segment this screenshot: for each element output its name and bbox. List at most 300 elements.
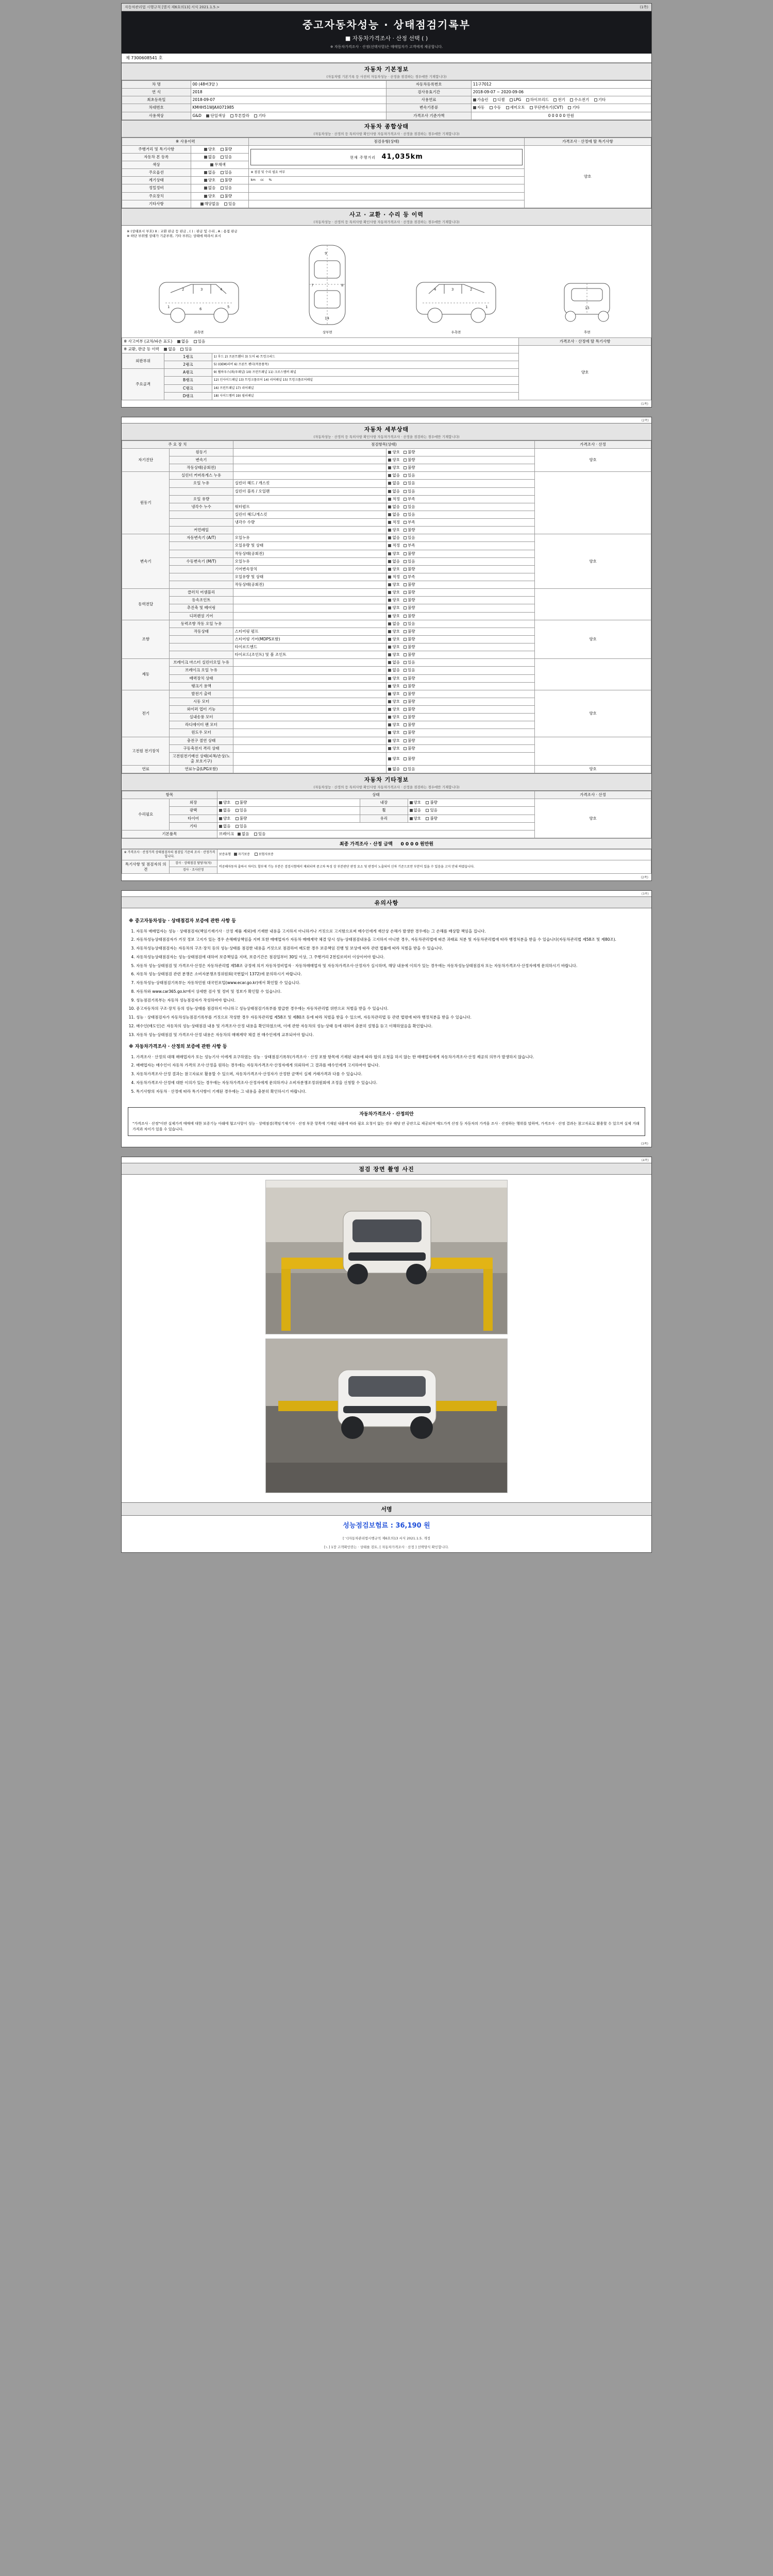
checkbox-icon[interactable] (221, 195, 224, 198)
transmission-option-auto[interactable]: 자동 (473, 105, 485, 110)
transmission-option-semi[interactable]: 세미오토 (506, 105, 525, 110)
checkbox-icon[interactable] (388, 498, 391, 501)
opt-primary[interactable]: 양호 (388, 722, 400, 727)
opt-secondary[interactable]: 있음 (404, 489, 415, 494)
checkbox-icon[interactable] (404, 622, 407, 625)
checkbox-icon[interactable] (221, 148, 224, 151)
checkbox-icon[interactable] (404, 757, 407, 760)
opt-bad[interactable]: 불량 (221, 147, 232, 152)
opt-ok[interactable]: 양호 (410, 816, 422, 821)
opt-primary[interactable]: 없음 (388, 767, 400, 772)
checkbox-icon[interactable] (388, 451, 391, 454)
checkbox-icon[interactable] (404, 560, 407, 563)
checkbox-icon[interactable] (219, 801, 222, 804)
checkbox-icon[interactable] (473, 98, 476, 101)
checkbox-icon[interactable] (404, 482, 407, 485)
checkbox-icon[interactable] (221, 187, 224, 190)
opt-primary[interactable]: 양호 (388, 730, 400, 735)
opt-secondary[interactable]: 있음 (404, 767, 415, 772)
transmission-options[interactable] (471, 104, 651, 112)
opt-none[interactable]: 없음 (219, 808, 231, 813)
opt-primary[interactable]: 양호 (388, 676, 400, 681)
opt-secondary[interactable]: 부족 (404, 574, 415, 580)
checkbox-icon[interactable] (404, 529, 407, 532)
checkbox-icon[interactable] (180, 348, 183, 351)
checkbox-icon[interactable] (388, 646, 391, 649)
checkbox-icon[interactable] (236, 825, 239, 828)
opt-primary[interactable]: 없음 (388, 512, 400, 517)
checkbox-icon[interactable] (230, 114, 233, 117)
opt-primary[interactable]: 양호 (388, 652, 400, 657)
opt-ok[interactable]: 양호 (219, 816, 231, 821)
checkbox-icon[interactable] (553, 98, 557, 101)
checkbox-icon[interactable] (224, 202, 227, 206)
checkbox-icon[interactable] (388, 459, 391, 462)
opt-primary[interactable]: 양호 (388, 465, 400, 470)
opt-primary[interactable]: 적정 (388, 574, 400, 580)
checkbox-icon[interactable] (404, 653, 407, 656)
opt-ok[interactable]: 양호 (204, 147, 216, 152)
item-options[interactable] (386, 698, 535, 705)
checkbox-icon[interactable] (200, 202, 204, 206)
checkbox-icon[interactable] (236, 809, 239, 812)
checkbox-icon[interactable] (404, 521, 407, 524)
checkbox-icon[interactable] (388, 638, 391, 641)
checkbox-icon[interactable] (234, 853, 237, 856)
opt-primary[interactable]: 없음 (388, 559, 400, 564)
opt-primary[interactable]: 없음 (388, 504, 400, 510)
guarantee-insurance[interactable]: 보험사보증 (255, 853, 274, 857)
checkbox-icon[interactable] (254, 114, 257, 117)
checkbox-icon[interactable] (404, 708, 407, 711)
checkbox-icon[interactable] (410, 809, 413, 812)
opt-bad[interactable]: 불량 (221, 178, 232, 183)
opt-primary[interactable]: 양호 (388, 450, 400, 455)
checkbox-icon[interactable] (490, 106, 493, 109)
opt-secondary[interactable]: 불량 (404, 746, 415, 751)
item-options[interactable] (386, 480, 535, 487)
checkbox-icon[interactable] (404, 747, 407, 750)
opt-primary[interactable]: 양호 (388, 684, 400, 689)
checkbox-icon[interactable] (404, 583, 407, 586)
opt-primary[interactable]: 양호 (388, 715, 400, 720)
checkbox-icon[interactable] (238, 833, 241, 836)
opt-secondary[interactable]: 불량 (404, 590, 415, 595)
opt-primary[interactable]: 없음 (388, 473, 400, 478)
opt-secondary[interactable]: 부족 (404, 497, 415, 502)
opt-secondary[interactable]: 불량 (404, 598, 415, 603)
checkbox-icon[interactable] (526, 98, 529, 101)
checkbox-icon[interactable] (388, 661, 391, 664)
checkbox-icon[interactable] (404, 723, 407, 726)
checkbox-icon[interactable] (570, 98, 573, 101)
opt-secondary[interactable]: 있음 (404, 512, 415, 517)
opt-bad[interactable]: 불량 (236, 816, 247, 821)
checkbox-icon[interactable] (210, 163, 213, 166)
opt-secondary[interactable]: 불량 (404, 699, 415, 704)
checkbox-icon[interactable] (219, 825, 222, 828)
checkbox-icon[interactable] (388, 708, 391, 711)
item-options[interactable] (386, 737, 535, 744)
fuel-option-diesel[interactable]: 디젤 (493, 97, 505, 103)
checkbox-icon[interactable] (404, 591, 407, 594)
checkbox-icon[interactable] (206, 114, 209, 117)
checkbox-icon[interactable] (221, 171, 224, 174)
checkbox-icon[interactable] (388, 723, 391, 726)
checkbox-icon[interactable] (404, 692, 407, 696)
checkbox-icon[interactable] (568, 106, 571, 109)
item-options[interactable] (386, 628, 535, 635)
opt-primary[interactable]: 양호 (388, 590, 400, 595)
checkbox-icon[interactable] (388, 466, 391, 469)
opt-exists[interactable]: 있음 (236, 824, 247, 829)
checkbox-icon[interactable] (254, 833, 257, 836)
accident-option-yes[interactable]: 있음 (194, 339, 206, 344)
checkbox-icon[interactable] (388, 700, 391, 703)
opt-secondary[interactable]: 불량 (404, 645, 415, 650)
checkbox-icon[interactable] (426, 817, 429, 820)
item-options[interactable] (386, 550, 535, 557)
opt-ok[interactable]: 양호 (410, 800, 422, 805)
opt-none[interactable]: 없음 (410, 808, 422, 813)
checkbox-icon[interactable] (404, 768, 407, 771)
opt-primary[interactable]: 없음 (388, 621, 400, 626)
checkbox-icon[interactable] (388, 599, 391, 602)
opt-none[interactable]: 없음 (204, 170, 216, 175)
checkbox-icon[interactable] (236, 801, 239, 804)
row-options[interactable] (408, 807, 534, 815)
checkbox-icon[interactable] (388, 575, 391, 579)
fuel-option-lpg[interactable]: LPG (510, 97, 522, 103)
opt-primary[interactable]: 양호 (388, 738, 400, 743)
fuel-option-electric[interactable]: 전기 (553, 97, 565, 103)
item-options[interactable] (386, 503, 535, 511)
opt-primary[interactable]: 없음 (388, 668, 400, 673)
item-options[interactable] (386, 721, 535, 729)
checkbox-icon[interactable] (404, 513, 407, 516)
checkbox-icon[interactable] (404, 599, 407, 602)
checkbox-icon[interactable] (388, 669, 391, 672)
checkbox-icon[interactable] (388, 560, 391, 563)
checkbox-icon[interactable] (388, 739, 391, 742)
item-options[interactable] (386, 573, 535, 581)
checkbox-icon[interactable] (388, 716, 391, 719)
checkbox-icon[interactable] (388, 606, 391, 609)
opt-secondary[interactable]: 있음 (404, 660, 415, 665)
checkbox-icon[interactable] (404, 575, 407, 579)
opt-none[interactable]: 없음 (219, 824, 231, 829)
row-options[interactable] (408, 815, 534, 822)
color-option-single[interactable]: 단일색상 (206, 113, 225, 118)
opt-secondary[interactable]: 불량 (404, 450, 415, 455)
opt-secondary[interactable]: 불량 (404, 715, 415, 720)
item-options[interactable] (386, 635, 535, 643)
opt-primary[interactable]: 양호 (388, 637, 400, 642)
opt-secondary[interactable]: 있음 (404, 621, 415, 626)
opt-secondary[interactable]: 부족 (404, 520, 415, 525)
opt-secondary[interactable]: 불량 (404, 676, 415, 681)
opt-secondary[interactable]: 불량 (404, 707, 415, 712)
item-options[interactable] (386, 589, 535, 597)
opt-primary[interactable]: 양호 (388, 756, 400, 761)
accident-row[interactable] (122, 337, 519, 345)
checkbox-icon[interactable] (388, 768, 391, 771)
checkbox-icon[interactable] (404, 459, 407, 462)
opt-secondary[interactable]: 불량 (404, 652, 415, 657)
checkbox-icon[interactable] (388, 731, 391, 734)
row-options[interactable] (217, 815, 360, 822)
opt-exists[interactable]: 있음 (426, 808, 438, 813)
checkbox-icon[interactable] (404, 615, 407, 618)
checkbox-icon[interactable] (388, 685, 391, 688)
checkbox-icon[interactable] (404, 544, 407, 547)
color-option-twotone[interactable]: 투톤칼라 (230, 113, 249, 118)
opt-secondary[interactable]: 불량 (404, 614, 415, 619)
opt-secondary[interactable]: 있음 (404, 535, 415, 540)
checkbox-icon[interactable] (388, 490, 391, 493)
opt-secondary[interactable]: 불량 (404, 629, 415, 634)
item-options[interactable] (386, 597, 535, 604)
transmission-option-etc[interactable]: 기타 (568, 105, 580, 110)
item-options[interactable] (386, 519, 535, 527)
item-options[interactable] (386, 612, 535, 620)
checkbox-icon[interactable] (204, 148, 207, 151)
checkbox-icon[interactable] (473, 106, 476, 109)
checkbox-icon[interactable] (388, 505, 391, 509)
checkbox-icon[interactable] (426, 809, 429, 812)
item-options[interactable] (386, 690, 535, 698)
parts-option-none[interactable]: 없음 (164, 347, 176, 352)
opt-none[interactable]: 없음 (204, 155, 216, 160)
opt-secondary[interactable]: 불량 (404, 691, 415, 697)
opt-primary[interactable]: 양호 (388, 746, 400, 751)
opt-ok[interactable]: 양호 (219, 800, 231, 805)
checkbox-icon[interactable] (404, 716, 407, 719)
checkbox-icon[interactable] (594, 98, 597, 101)
checkbox-icon[interactable] (404, 552, 407, 555)
row-options[interactable] (191, 177, 249, 184)
item-options[interactable] (386, 448, 535, 456)
opt-secondary[interactable]: 있음 (404, 481, 415, 486)
row-options[interactable] (217, 799, 360, 807)
item-options[interactable] (386, 581, 535, 589)
opt-primary[interactable]: 적정 (388, 543, 400, 548)
row-options[interactable] (191, 153, 249, 161)
checkbox-icon[interactable] (404, 466, 407, 469)
item-options[interactable] (386, 744, 535, 752)
opt-primary[interactable]: 양호 (388, 551, 400, 556)
opt-exists[interactable]: 있음 (221, 155, 232, 160)
opt-secondary[interactable]: 있음 (404, 504, 415, 510)
opt-secondary[interactable]: 불량 (404, 551, 415, 556)
checkbox-icon[interactable] (388, 653, 391, 656)
transmission-option-manual[interactable]: 수동 (490, 105, 501, 110)
row-options[interactable] (191, 169, 249, 177)
checkbox-icon[interactable] (388, 615, 391, 618)
checkbox-icon[interactable] (388, 482, 391, 485)
item-options[interactable] (386, 651, 535, 659)
item-options[interactable] (386, 604, 535, 612)
checkbox-icon[interactable] (204, 187, 207, 190)
item-options[interactable] (386, 464, 535, 472)
opt-bad[interactable]: 불량 (236, 800, 247, 805)
opt-secondary[interactable]: 있음 (404, 559, 415, 564)
color-option-etc[interactable]: 기타 (254, 113, 266, 118)
opt-exists[interactable]: 있음 (224, 201, 236, 207)
opt-secondary[interactable]: 불량 (404, 567, 415, 572)
item-options[interactable] (386, 542, 535, 550)
opt-primary[interactable]: 양호 (388, 457, 400, 463)
checkbox-icon[interactable] (388, 747, 391, 750)
opt-secondary[interactable]: 불량 (404, 465, 415, 470)
checkbox-icon[interactable] (404, 731, 407, 734)
opt-exists[interactable]: 있음 (236, 808, 247, 813)
item-options[interactable] (386, 511, 535, 518)
opt-secondary[interactable]: 불량 (404, 605, 415, 611)
item-options[interactable] (386, 527, 535, 534)
opt-primary[interactable]: 없음 (388, 481, 400, 486)
fuel-option-gasoline[interactable]: 가솔린 (473, 97, 489, 103)
opt-bad[interactable]: 불량 (426, 800, 438, 805)
checkbox-icon[interactable] (404, 739, 407, 742)
opt-secondary[interactable]: 불량 (404, 582, 415, 587)
checkbox-icon[interactable] (404, 568, 407, 571)
checkbox-icon[interactable] (410, 817, 413, 820)
checkbox-icon[interactable] (236, 817, 239, 820)
checkbox-icon[interactable] (388, 692, 391, 696)
checkbox-icon[interactable] (255, 853, 258, 856)
checkbox-icon[interactable] (194, 340, 197, 343)
opt-primary[interactable]: 양호 (388, 707, 400, 712)
checkbox-icon[interactable] (388, 568, 391, 571)
opt-secondary[interactable]: 있음 (404, 473, 415, 478)
guarantee-self[interactable]: 자기보증 (234, 853, 250, 857)
item-options[interactable] (386, 643, 535, 651)
item-options[interactable] (386, 674, 535, 682)
opt-none[interactable]: 없음 (204, 185, 216, 191)
checkbox-icon[interactable] (404, 606, 407, 609)
checkbox-icon[interactable] (164, 348, 167, 351)
opt-ok[interactable]: 양호 (204, 178, 216, 183)
opt-primary[interactable]: 양호 (388, 691, 400, 697)
checkbox-icon[interactable] (506, 106, 509, 109)
checkbox-icon[interactable] (221, 156, 224, 159)
row-options[interactable] (217, 830, 534, 838)
checkbox-icon[interactable] (204, 179, 207, 182)
checkbox-icon[interactable] (404, 700, 407, 703)
opt-secondary[interactable]: 불량 (404, 637, 415, 642)
opt-secondary[interactable]: 불량 (404, 457, 415, 463)
checkbox-icon[interactable] (404, 498, 407, 501)
guarantee-cell[interactable] (217, 849, 651, 860)
opt-exists[interactable]: 있음 (221, 185, 232, 191)
checkbox-icon[interactable] (388, 757, 391, 760)
row-options[interactable] (191, 145, 249, 153)
checkbox-icon[interactable] (388, 529, 391, 532)
fuel-options[interactable] (471, 96, 651, 104)
row-options[interactable] (217, 807, 360, 815)
checkbox-icon[interactable] (410, 801, 413, 804)
checkbox-icon[interactable] (388, 677, 391, 680)
item-options[interactable] (386, 714, 535, 721)
checkbox-icon[interactable] (388, 591, 391, 594)
checkbox-icon[interactable] (404, 685, 407, 688)
checkbox-icon[interactable] (404, 451, 407, 454)
checkbox-icon[interactable] (221, 179, 224, 182)
checkbox-icon[interactable] (388, 630, 391, 633)
accident-option-none[interactable]: 없음 (177, 339, 189, 344)
checkbox-icon[interactable] (493, 98, 496, 101)
opt-a[interactable]: 무채색 (210, 162, 226, 167)
item-options[interactable] (386, 729, 535, 737)
opt-secondary[interactable]: 불량 (404, 730, 415, 735)
opt-secondary[interactable]: 불량 (404, 722, 415, 727)
opt-primary[interactable]: 양호 (388, 699, 400, 704)
item-options[interactable] (386, 682, 535, 690)
opt-exists[interactable]: 있음 (221, 170, 232, 175)
checkbox-icon[interactable] (388, 544, 391, 547)
parts-option-yes[interactable]: 있음 (180, 347, 192, 352)
opt-primary[interactable]: 양호 (388, 645, 400, 650)
row-options[interactable] (191, 200, 249, 208)
checkbox-icon[interactable] (388, 552, 391, 555)
opt-primary[interactable]: 양호 (388, 614, 400, 619)
transmission-option-cvt[interactable]: 무단변속기(CVT) (530, 105, 563, 110)
row-options[interactable] (191, 192, 249, 200)
checkbox-icon[interactable] (388, 474, 391, 477)
checkbox-icon[interactable] (404, 669, 407, 672)
item-options[interactable] (386, 667, 535, 674)
checkbox-icon[interactable] (510, 98, 513, 101)
checkbox-icon[interactable] (388, 536, 391, 539)
checkbox-icon[interactable] (426, 801, 429, 804)
checkbox-icon[interactable] (219, 809, 222, 812)
opt-primary[interactable]: 적정 (388, 497, 400, 502)
opt-primary[interactable]: 없음 (388, 489, 400, 494)
checkbox-icon[interactable] (404, 630, 407, 633)
item-options[interactable] (386, 534, 535, 542)
checkbox-icon[interactable] (204, 195, 207, 198)
item-options[interactable] (386, 620, 535, 628)
row-options[interactable] (191, 184, 249, 192)
item-options[interactable] (386, 487, 535, 495)
item-options[interactable] (386, 706, 535, 714)
opt-primary[interactable]: 없음 (388, 535, 400, 540)
opt-secondary[interactable]: 부족 (404, 543, 415, 548)
opt-secondary[interactable]: 불량 (404, 528, 415, 533)
checkbox-icon[interactable] (404, 490, 407, 493)
checkbox-icon[interactable] (530, 106, 533, 109)
checkbox-icon[interactable] (404, 661, 407, 664)
checkbox-icon[interactable] (388, 622, 391, 625)
item-options[interactable] (386, 495, 535, 503)
checkbox-icon[interactable] (219, 817, 222, 820)
opt-bad[interactable]: 불량 (221, 194, 232, 199)
opt-ok[interactable]: 양호 (204, 194, 216, 199)
checkbox-icon[interactable] (404, 677, 407, 680)
opt-none[interactable]: 해당없음 (200, 201, 220, 207)
checkbox-icon[interactable] (388, 521, 391, 524)
row-options[interactable] (191, 161, 249, 169)
row-options[interactable] (217, 822, 534, 830)
fuel-option-hydrogen[interactable]: 수소전기 (570, 97, 589, 103)
checkbox-icon[interactable] (404, 638, 407, 641)
checkbox-icon[interactable] (204, 171, 207, 174)
opt-primary[interactable]: 양호 (388, 629, 400, 634)
checkbox-icon[interactable] (404, 474, 407, 477)
checkbox-icon[interactable] (404, 646, 407, 649)
opt-bad[interactable]: 불량 (426, 816, 438, 821)
